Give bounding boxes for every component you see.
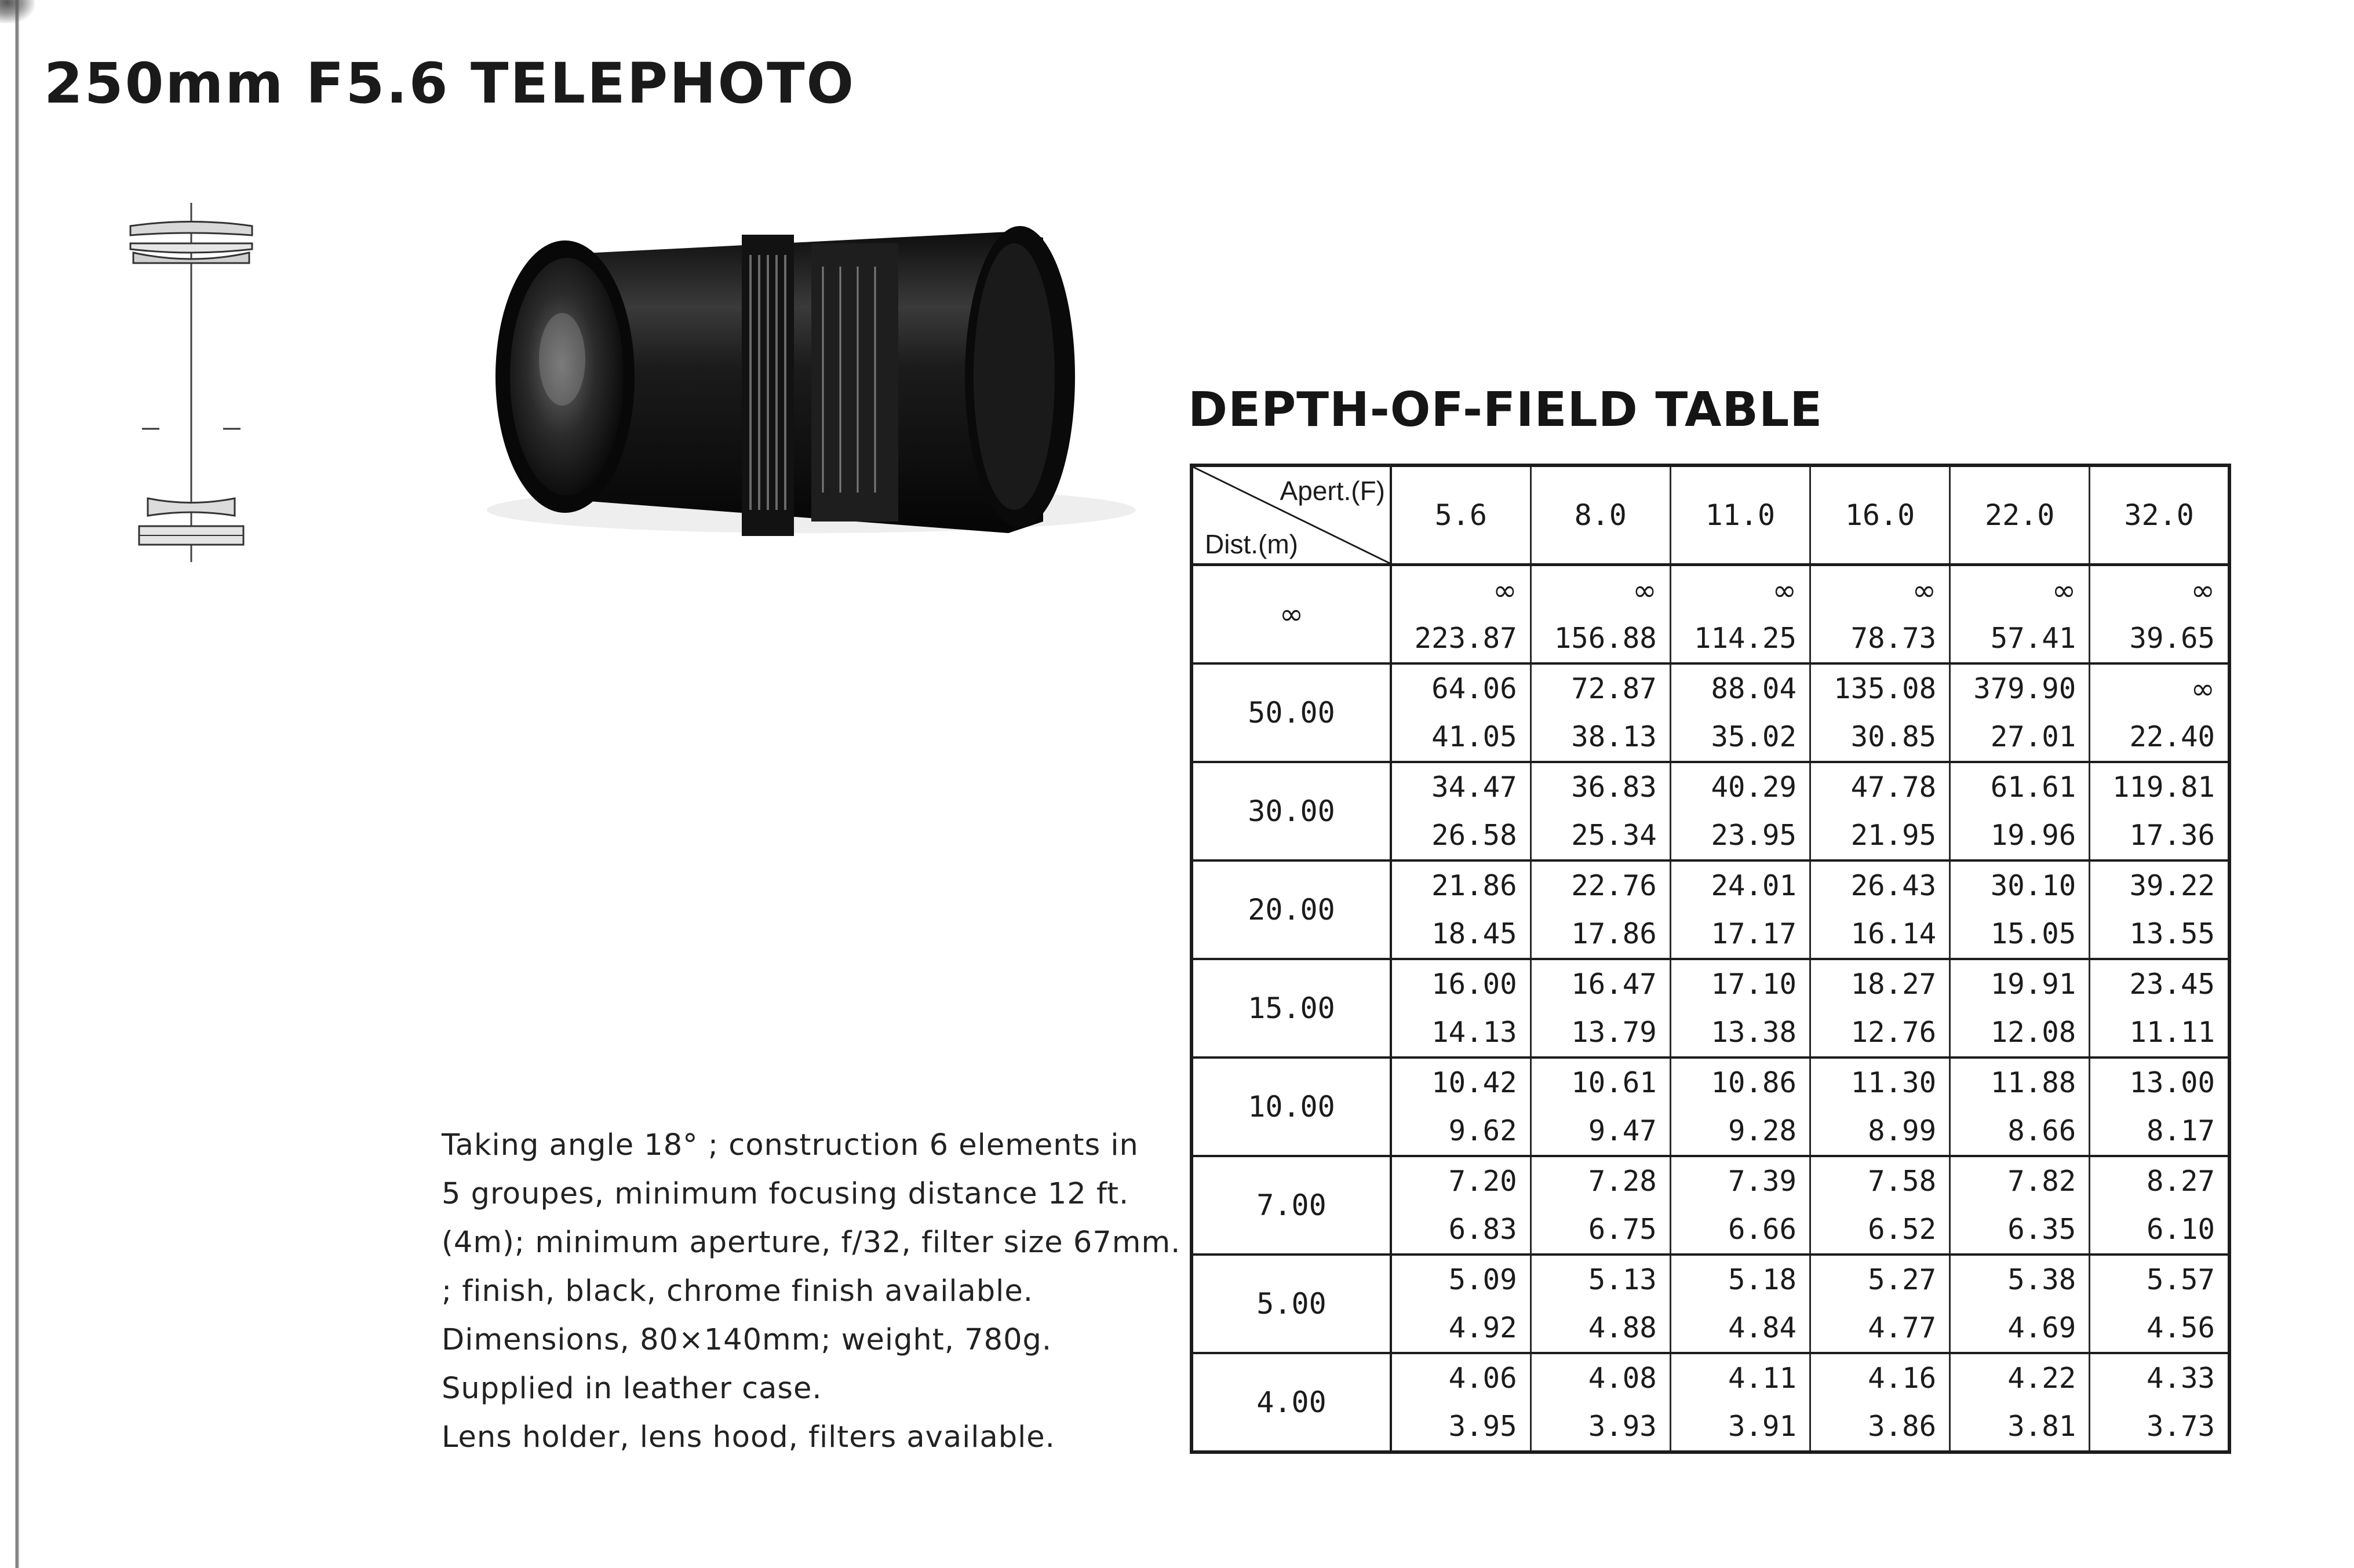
aperture-header-row — [1191, 465, 2229, 565]
far-limit-cell: 17.10 — [1670, 959, 1810, 1008]
far-limit-cell: 40.29 — [1670, 762, 1810, 811]
near-limit-cell: 16.14 — [1810, 910, 1949, 959]
near-limit-cell: 22.40 — [2090, 713, 2229, 762]
far-limit-cell: 5.27 — [1810, 1255, 1949, 1304]
page-binding-edge — [15, 0, 19, 1568]
far-limit-cell: 22.76 — [1531, 860, 1670, 910]
near-limit-cell: 8.99 — [1810, 1107, 1949, 1156]
near-limit-cell: 27.01 — [1950, 713, 2090, 762]
near-limit-cell: 39.65 — [2090, 614, 2229, 663]
near-limit-cell: 17.86 — [1531, 910, 1670, 959]
lens-construction-diagram — [119, 203, 269, 574]
far-limit-cell: 88.04 — [1670, 663, 1810, 713]
near-limit-cell: 6.75 — [1531, 1205, 1670, 1255]
near-limit-cell: 13.55 — [2090, 910, 2229, 959]
far-limit-cell: 39.22 — [2090, 860, 2229, 910]
spec-line: ; finish, black, chrome finish available. — [442, 1274, 1033, 1308]
table-row-far-limit — [1191, 663, 2229, 713]
far-limit-cell: 19.91 — [1950, 959, 2090, 1008]
near-limit-cell: 223.87 — [1391, 614, 1531, 663]
near-limit-cell: 6.83 — [1391, 1205, 1531, 1255]
far-limit-cell: ∞ — [1670, 565, 1810, 615]
near-limit-cell: 4.88 — [1531, 1304, 1670, 1353]
far-limit-cell: 11.88 — [1950, 1058, 2090, 1107]
distance-cell: 15.00 — [1191, 959, 1391, 1058]
near-limit-cell: 25.34 — [1531, 811, 1670, 860]
far-limit-cell: ∞ — [2090, 663, 2229, 713]
spec-line: (4m); minimum aperture, f/32, filter size 67mm. — [442, 1226, 1181, 1260]
far-limit-cell: 10.86 — [1670, 1058, 1810, 1107]
far-limit-cell: 5.38 — [1950, 1255, 2090, 1304]
far-limit-cell: 16.47 — [1531, 959, 1670, 1008]
far-limit-cell: 23.45 — [2090, 959, 2229, 1008]
far-limit-cell: 21.86 — [1391, 860, 1531, 910]
far-limit-cell: 16.00 — [1391, 959, 1531, 1008]
near-limit-cell: 8.66 — [1950, 1107, 2090, 1156]
far-limit-cell: 5.18 — [1670, 1255, 1810, 1304]
near-limit-cell: 4.56 — [2090, 1304, 2229, 1353]
far-limit-cell: ∞ — [1810, 565, 1949, 615]
far-limit-cell: 26.43 — [1810, 860, 1949, 910]
far-limit-cell: 5.09 — [1391, 1255, 1531, 1304]
far-limit-cell: 64.06 — [1391, 663, 1531, 713]
near-limit-cell: 3.86 — [1810, 1402, 1949, 1452]
table-row-far-limit — [1191, 1156, 2229, 1205]
distance-cell: 5.00 — [1191, 1255, 1391, 1353]
far-limit-cell: 13.00 — [2090, 1058, 2229, 1107]
table-row-far-limit — [1191, 565, 2229, 615]
near-limit-cell: 19.96 — [1950, 811, 2090, 860]
near-limit-cell: 78.73 — [1810, 614, 1949, 663]
depth-of-field-table — [1190, 464, 2231, 1454]
far-limit-cell: 18.27 — [1810, 959, 1949, 1008]
near-limit-cell: 17.17 — [1670, 910, 1810, 959]
front-lens-element-2 — [130, 243, 252, 253]
aperture-header: 8.0 — [1531, 465, 1670, 565]
far-limit-cell: 5.13 — [1531, 1255, 1670, 1304]
lens-specifications — [442, 1121, 1195, 1462]
table-row-far-limit — [1191, 1353, 2229, 1402]
near-limit-cell: 4.92 — [1391, 1304, 1531, 1353]
near-limit-cell: 8.17 — [2090, 1107, 2229, 1156]
far-limit-cell: 7.58 — [1810, 1156, 1949, 1205]
distance-cell: 7.00 — [1191, 1156, 1391, 1255]
far-limit-cell: 7.28 — [1531, 1156, 1670, 1205]
far-limit-cell: 7.82 — [1950, 1156, 2090, 1205]
near-limit-cell: 114.25 — [1670, 614, 1810, 663]
distance-cell: 20.00 — [1191, 860, 1391, 959]
far-limit-cell: 135.08 — [1810, 663, 1949, 713]
near-limit-cell: 3.93 — [1531, 1402, 1670, 1452]
far-limit-cell: 4.33 — [2090, 1353, 2229, 1402]
near-limit-cell: 13.38 — [1670, 1008, 1810, 1058]
distance-cell: 50.00 — [1191, 663, 1391, 762]
far-limit-cell: 119.81 — [2090, 762, 2229, 811]
far-limit-cell: 5.57 — [2090, 1255, 2229, 1304]
dof-table-title: DEPTH-OF-FIELD TABLE — [1188, 382, 1823, 437]
far-limit-cell: 4.16 — [1810, 1353, 1949, 1402]
distance-cell: 30.00 — [1191, 762, 1391, 860]
scan-corner-shadow — [0, 0, 35, 23]
distance-axis-label: Dist.(m) — [1205, 529, 1298, 559]
near-limit-cell: 13.79 — [1531, 1008, 1670, 1058]
near-limit-cell: 3.73 — [2090, 1402, 2229, 1452]
far-limit-cell: ∞ — [1950, 565, 2090, 615]
far-limit-cell: 4.11 — [1670, 1353, 1810, 1402]
aperture-header: 22.0 — [1950, 465, 2090, 565]
near-limit-cell: 57.41 — [1950, 614, 2090, 663]
near-limit-cell: 41.05 — [1391, 713, 1531, 762]
distance-cell: 4.00 — [1191, 1353, 1391, 1452]
near-limit-cell: 15.05 — [1950, 910, 2090, 959]
far-limit-cell: ∞ — [1531, 565, 1670, 615]
page-title: 250mm F5.6 TELEPHOTO — [44, 51, 856, 116]
far-limit-cell: 4.22 — [1950, 1353, 2090, 1402]
near-limit-cell: 3.91 — [1670, 1402, 1810, 1452]
near-limit-cell: 6.52 — [1810, 1205, 1949, 1255]
far-limit-cell: 72.87 — [1531, 663, 1670, 713]
near-limit-cell: 12.76 — [1810, 1008, 1949, 1058]
near-limit-cell: 9.28 — [1670, 1107, 1810, 1156]
far-limit-cell: 34.47 — [1391, 762, 1531, 811]
far-limit-cell: 379.90 — [1950, 663, 2090, 713]
near-limit-cell: 14.13 — [1391, 1008, 1531, 1058]
near-limit-cell: 9.47 — [1531, 1107, 1670, 1156]
lens-photo — [464, 220, 1159, 545]
far-limit-cell: 10.61 — [1531, 1058, 1670, 1107]
spec-line: 5 groupes, minimum focusing distance 12 ft. — [442, 1177, 1129, 1211]
near-limit-cell: 6.35 — [1950, 1205, 2090, 1255]
spec-line: Taking angle 18° ; construction 6 elements in — [442, 1128, 1139, 1162]
far-limit-cell: 30.10 — [1950, 860, 2090, 910]
aperture-axis-label: Apert.(F) — [1280, 476, 1385, 506]
near-limit-cell: 18.45 — [1391, 910, 1531, 959]
near-limit-cell: 23.95 — [1670, 811, 1810, 860]
spec-line: Dimensions, 80×140mm; weight, 780g. — [442, 1323, 1052, 1357]
near-limit-cell: 6.10 — [2090, 1205, 2229, 1255]
aperture-header: 11.0 — [1670, 465, 1810, 565]
near-limit-cell: 26.58 — [1391, 811, 1531, 860]
far-limit-cell: 8.27 — [2090, 1156, 2229, 1205]
far-limit-cell: 11.30 — [1810, 1058, 1949, 1107]
spec-line: Lens holder, lens hood, filters available. — [442, 1420, 1055, 1454]
far-limit-cell: 4.08 — [1531, 1353, 1670, 1402]
far-limit-cell: 7.39 — [1670, 1156, 1810, 1205]
front-lens-element-1 — [130, 222, 252, 236]
near-limit-cell: 4.77 — [1810, 1304, 1949, 1353]
table-corner-header — [1191, 465, 1391, 565]
near-limit-cell: 38.13 — [1531, 713, 1670, 762]
dof-table-body — [1191, 565, 2229, 1453]
aperture-header: 16.0 — [1810, 465, 1949, 565]
spec-line: Supplied in leather case. — [442, 1372, 822, 1406]
near-limit-cell: 12.08 — [1950, 1008, 2090, 1058]
far-limit-cell: ∞ — [2090, 565, 2229, 615]
near-limit-cell: 9.62 — [1391, 1107, 1531, 1156]
near-limit-cell: 6.66 — [1670, 1205, 1810, 1255]
aperture-header: 32.0 — [2090, 465, 2229, 565]
table-row-far-limit — [1191, 959, 2229, 1008]
far-limit-cell: 7.20 — [1391, 1156, 1531, 1205]
far-limit-cell: 10.42 — [1391, 1058, 1531, 1107]
table-row-far-limit — [1191, 860, 2229, 910]
near-limit-cell: 3.81 — [1950, 1402, 2090, 1452]
near-limit-cell: 4.69 — [1950, 1304, 2090, 1353]
near-limit-cell: 156.88 — [1531, 614, 1670, 663]
table-row-far-limit — [1191, 1255, 2229, 1304]
far-limit-cell: 36.83 — [1531, 762, 1670, 811]
far-limit-cell: 4.06 — [1391, 1353, 1531, 1402]
table-row-far-limit — [1191, 762, 2229, 811]
far-limit-cell: 24.01 — [1670, 860, 1810, 910]
far-limit-cell: ∞ — [1391, 565, 1531, 615]
near-limit-cell: 17.36 — [2090, 811, 2229, 860]
near-limit-cell: 21.95 — [1810, 811, 1949, 860]
distance-cell: ∞ — [1191, 565, 1391, 664]
table-row-far-limit — [1191, 1058, 2229, 1107]
near-limit-cell: 4.84 — [1670, 1304, 1810, 1353]
distance-cell: 10.00 — [1191, 1058, 1391, 1156]
near-limit-cell: 3.95 — [1391, 1402, 1531, 1452]
aperture-header: 5.6 — [1391, 465, 1531, 565]
far-limit-cell: 61.61 — [1950, 762, 2090, 811]
near-limit-cell: 11.11 — [2090, 1008, 2229, 1058]
far-limit-cell: 47.78 — [1810, 762, 1949, 811]
near-limit-cell: 30.85 — [1810, 713, 1949, 762]
near-limit-cell: 35.02 — [1670, 713, 1810, 762]
